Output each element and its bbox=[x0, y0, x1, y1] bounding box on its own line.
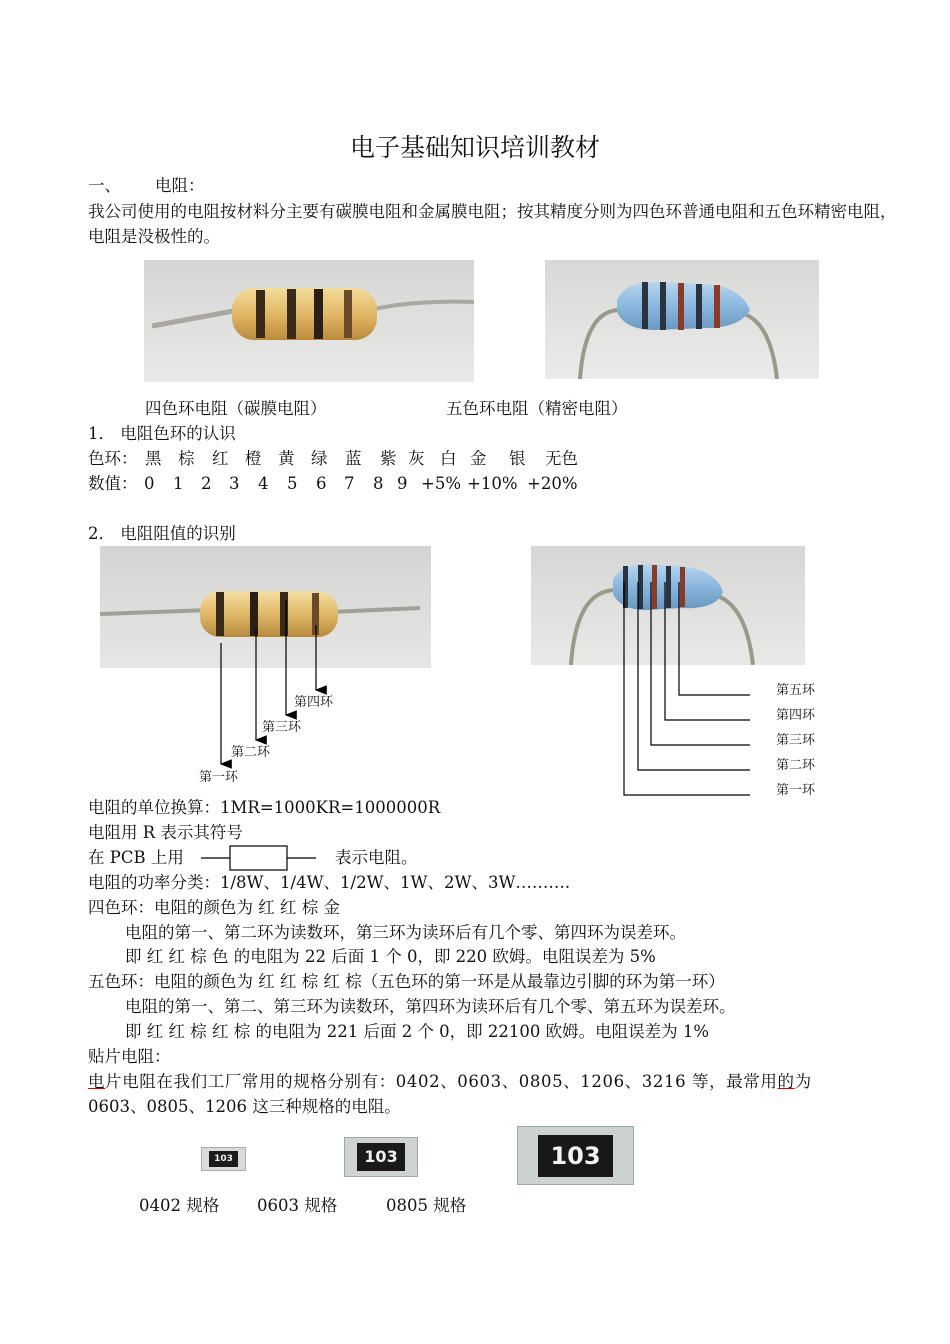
smd-paragraph-line1 bbox=[88, 1072, 812, 1092]
power-line: 电阻的功率分类：1/8W、1/4W、1/2W、1W、2W、3W………. bbox=[88, 873, 571, 892]
color-value: 0 bbox=[144, 474, 155, 493]
color-value: 7 bbox=[344, 474, 355, 493]
pcb-line-after: 表示电阻。 bbox=[335, 848, 418, 867]
pcb-line-before: 在 PCB 上用 bbox=[88, 848, 184, 867]
four-example-line: 即 红 红 棕 色 的电阻为 22 后面 1 个 0，即 220 欧姆。电阻误差为 5% bbox=[125, 947, 656, 966]
color-name: 棕 bbox=[178, 449, 195, 468]
ring-label-four: 第三环 bbox=[262, 720, 302, 735]
ring-label-five: 第四环 bbox=[776, 708, 816, 723]
color-code-heading: 1． 电阻色环的认识 bbox=[88, 424, 236, 443]
color-name: 绿 bbox=[311, 449, 328, 468]
smd-text: 片电阻在我们工厂常用的规格分别有：0402、0603、0805、1206、3216 等，最常用 bbox=[105, 1072, 778, 1091]
color-value: 2 bbox=[201, 474, 212, 493]
colors-label: 色环： bbox=[88, 449, 138, 468]
color-name: 紫 bbox=[380, 449, 397, 468]
color-name: 黄 bbox=[278, 449, 295, 468]
unit-conversion-line: 电阻的单位换算：1MR=1000KR=1000000R bbox=[88, 798, 441, 817]
smd-text-underlined: 的 bbox=[777, 1072, 795, 1091]
smd-text: 为 bbox=[794, 1072, 812, 1091]
five-color-line: 五色环：电阻的颜色为 红 红 棕 红 棕（五色环的第一环是从最靠边引脚的环为第一环） bbox=[88, 972, 725, 991]
ring-label-four: 第二环 bbox=[231, 745, 271, 760]
ring-label-five: 第五环 bbox=[776, 683, 816, 698]
page-title: 电子基础知识培训教材 bbox=[349, 133, 600, 162]
color-name: 蓝 bbox=[345, 449, 362, 468]
section-heading: 电阻： bbox=[155, 176, 205, 195]
five-desc-line: 电阻的第一、第二、第三环为读数环，第四环为读环后有几个零、第五环为误差环。 bbox=[125, 997, 736, 1016]
smd-marking: 103 bbox=[538, 1135, 613, 1177]
smd-caption: 0402 规格 bbox=[139, 1196, 220, 1215]
color-value: 5 bbox=[287, 474, 298, 493]
identify-heading: 2． 电阻阻值的识别 bbox=[88, 524, 236, 543]
color-name: 金 bbox=[470, 449, 487, 468]
smd-heading: 贴片电阻： bbox=[88, 1047, 171, 1066]
ring-label-four: 第四环 bbox=[294, 695, 334, 710]
color-value: 9 bbox=[397, 474, 408, 493]
caption-four-band: 四色环电阻（碳膜电阻） bbox=[145, 399, 327, 418]
ring-label-five: 第二环 bbox=[776, 758, 816, 773]
smd-0603-chip bbox=[344, 1137, 418, 1177]
color-value: +5% bbox=[421, 474, 462, 493]
intro-paragraph: 我公司使用的电阻按材料分主要有碳膜电阻和金属膜电阻；按其精度分则为四色环普通电阻和五色环精密电阻，电阻是没极性的。 bbox=[88, 202, 897, 246]
smd-marking: 103 bbox=[209, 1151, 238, 1167]
color-value: +20% bbox=[527, 474, 578, 493]
color-name: 银 bbox=[509, 449, 526, 468]
smd-0805-chip bbox=[517, 1126, 634, 1185]
color-value: +10% bbox=[467, 474, 518, 493]
color-value: 3 bbox=[229, 474, 240, 493]
five-example-line: 即 红 红 棕 红 棕 的电阻为 221 后面 2 个 0，即 22100 欧姆。电阻误差为 1% bbox=[125, 1022, 710, 1041]
smd-caption: 0603 规格 bbox=[257, 1196, 338, 1215]
color-value: 4 bbox=[258, 474, 269, 493]
color-value: 6 bbox=[316, 474, 327, 493]
color-value: 1 bbox=[173, 474, 184, 493]
ring-label-four: 第一环 bbox=[199, 770, 239, 785]
symbol-line: 电阻用 R 表示其符号 bbox=[88, 823, 243, 842]
smd-caption: 0805 规格 bbox=[386, 1196, 467, 1215]
values-label: 数值： bbox=[88, 474, 138, 493]
four-color-line: 四色环：电阻的颜色为 红 红 棕 金 bbox=[88, 898, 340, 917]
four-desc-line: 电阻的第一、第二环为读数环，第三环为读环后有几个零、第四环为误差环。 bbox=[125, 923, 686, 942]
color-value: 8 bbox=[373, 474, 384, 493]
color-name: 橙 bbox=[245, 449, 262, 468]
smd-0402-chip bbox=[201, 1147, 246, 1171]
ring-label-five: 第三环 bbox=[776, 733, 816, 748]
smd-marking: 103 bbox=[357, 1143, 405, 1171]
color-name: 灰 bbox=[408, 449, 425, 468]
section-number: 一、 bbox=[88, 176, 121, 195]
ring-label-five: 第一环 bbox=[776, 783, 816, 798]
caption-five-band: 五色环电阻（精密电阻） bbox=[446, 399, 628, 418]
color-name: 红 bbox=[212, 449, 229, 468]
color-name: 黑 bbox=[145, 449, 162, 468]
smd-paragraph-line2: 0603、0805、1206 这三种规格的电阻。 bbox=[88, 1097, 401, 1116]
color-name: 无色 bbox=[545, 449, 578, 468]
color-name: 白 bbox=[440, 449, 457, 468]
smd-text-underlined: 电 bbox=[88, 1072, 106, 1091]
